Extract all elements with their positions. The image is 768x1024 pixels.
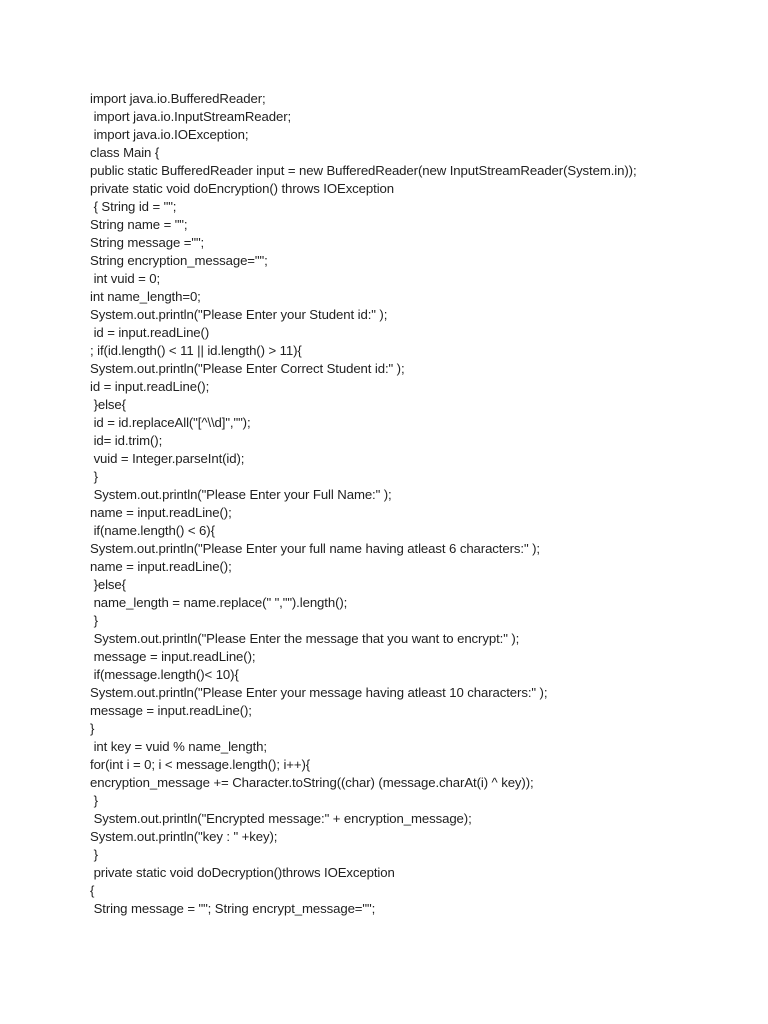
code-line: import java.io.InputStreamReader; <box>90 109 292 124</box>
java-code-listing <box>90 90 750 918</box>
code-line: import java.io.IOException; <box>90 127 249 142</box>
code-line: name = input.readLine(); <box>90 559 232 574</box>
code-line: }else{ <box>90 397 126 412</box>
code-line: System.out.println("Please Enter your Full Name:" ); <box>90 487 392 502</box>
code-line: System.out.println("Please Enter Correct Student id:" ); <box>90 361 405 376</box>
code-line: System.out.println("Please Enter your message having atleast 10 characters:" ); <box>90 685 548 700</box>
code-line: id = input.readLine() <box>90 325 210 340</box>
code-line: System.out.println("key : " +key); <box>90 829 278 844</box>
code-line: System.out.println("Please Enter your full name having atleast 6 characters:" ); <box>90 541 540 556</box>
code-line: } <box>90 469 98 484</box>
code-line: vuid = Integer.parseInt(id); <box>90 451 245 466</box>
code-line: { <box>90 883 95 898</box>
code-line: int name_length=0; <box>90 289 201 304</box>
code-line: }else{ <box>90 577 126 592</box>
code-line: import java.io.BufferedReader; <box>90 91 266 106</box>
code-line: for(int i = 0; i < message.length(); i++){ <box>90 757 311 772</box>
code-line: name = input.readLine(); <box>90 505 232 520</box>
code-line: System.out.println("Encrypted message:" + encryption_message); <box>90 811 472 826</box>
code-line: ; if(id.length() < 11 || id.length() > 11){ <box>90 343 302 358</box>
code-line: } <box>90 793 98 808</box>
code-line: int vuid = 0; <box>90 271 161 286</box>
code-line: int key = vuid % name_length; <box>90 739 267 754</box>
code-line: String name = ""; <box>90 217 188 232</box>
code-line: if(name.length() < 6){ <box>90 523 215 538</box>
code-line: private static void doEncryption() throws IOException <box>90 181 395 196</box>
code-line: String message =""; <box>90 235 205 250</box>
code-line: encryption_message += Character.toString((char) (message.charAt(i) ^ key)); <box>90 775 534 790</box>
code-line: String message = ""; String encrypt_message=""; <box>90 901 376 916</box>
code-line: } <box>90 721 95 736</box>
code-line: id = input.readLine(); <box>90 379 210 394</box>
code-line: public static BufferedReader input = new BufferedReader(new InputStreamReader(System.in)); <box>90 163 637 178</box>
code-line: if(message.length()< 10){ <box>90 667 239 682</box>
code-line: String encryption_message=""; <box>90 253 268 268</box>
code-line: name_length = name.replace(" ","").length(); <box>90 595 348 610</box>
code-line: System.out.println("Please Enter the message that you want to encrypt:" ); <box>90 631 520 646</box>
code-line: id = id.replaceAll("[^\\d]",""); <box>90 415 251 430</box>
code-line: message = input.readLine(); <box>90 703 252 718</box>
code-line: class Main { <box>90 145 160 160</box>
code-line: message = input.readLine(); <box>90 649 256 664</box>
code-line: { String id = ""; <box>90 199 177 214</box>
code-line: } <box>90 613 98 628</box>
code-line: id= id.trim(); <box>90 433 163 448</box>
code-line: System.out.println("Please Enter your Student id:" ); <box>90 307 388 322</box>
code-line: } <box>90 847 98 862</box>
code-line: private static void doDecryption()throws IOException <box>90 865 395 880</box>
